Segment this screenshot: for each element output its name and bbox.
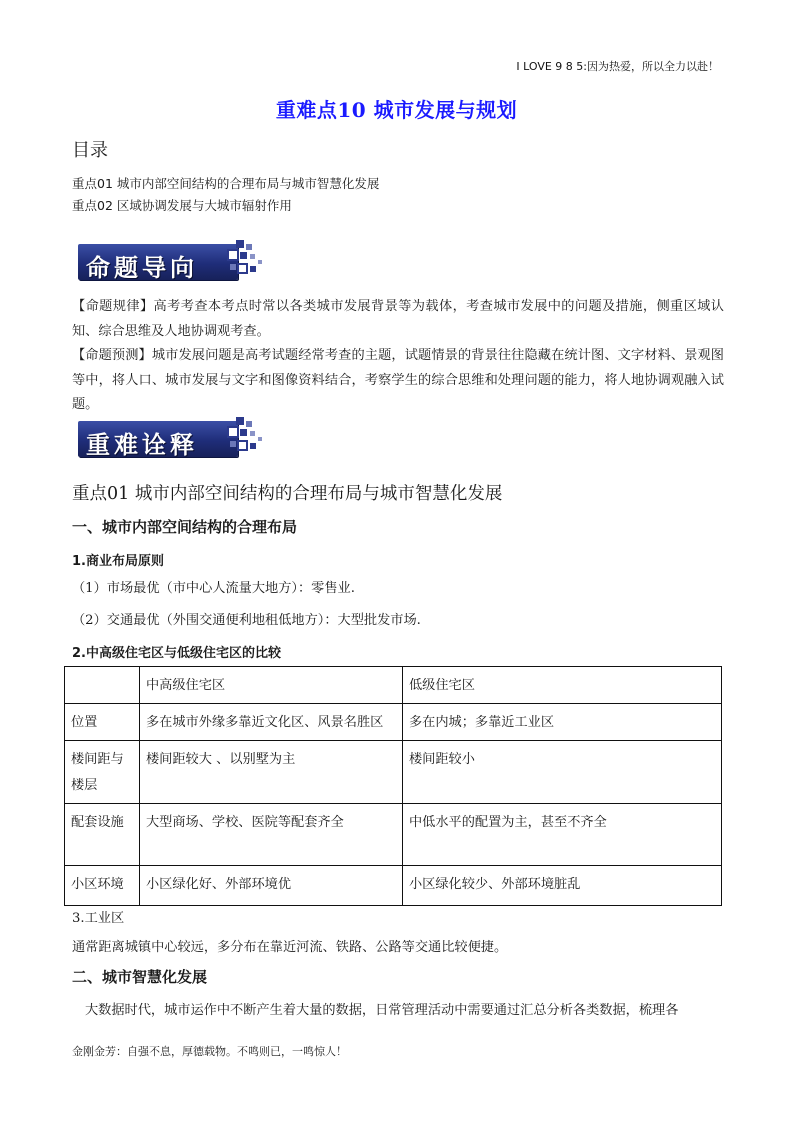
- table-cell: [65, 667, 140, 704]
- residence-comparison-table: [64, 666, 722, 906]
- banner-label: 命题导向: [86, 254, 198, 282]
- table-cell: 大型商场、学校、医院等配套齐全: [140, 804, 403, 866]
- industry-text: 通常距离城镇中心较远，多分布在靠近河流、铁路、公路等交通比较便捷。: [72, 940, 508, 955]
- section-heading: 重点01 城市内部空间结构的合理布局与城市智慧化发展: [72, 484, 503, 504]
- smart-city-text: 大数据时代，城市运作中不断产生着大量的数据，日常管理活动中需要通过汇总分析各类数据，梳理各: [85, 1003, 679, 1018]
- table-header-row: [65, 667, 722, 704]
- table-cell: 楼间距较小: [403, 741, 722, 804]
- table-cell: 楼间距与楼层: [65, 741, 140, 804]
- table-cell: 位置: [65, 704, 140, 741]
- document-title: 重难点10 城市发展与规划: [275, 98, 518, 122]
- commerce-item: （2）交通最优（外围交通便利地租低地方）：大型批发市场.: [72, 613, 421, 628]
- commerce-heading: 1.商业布局原则: [72, 554, 164, 569]
- table-cell: 多在城市外缘多靠近文化区、风景名胜区: [140, 704, 403, 741]
- subsection-heading: 一、城市内部空间结构的合理布局: [72, 518, 298, 536]
- table-row: [65, 866, 722, 906]
- proposition-forecast: 【命题预测】城市发展问题是高考试题经常考查的主题，试题情景的背景往往隐藏在统计图、文字材料、景观图等中，将人口、城市发展与文字和图像资料结合，考察学生的综合思维和处理问题的能力，将人地协调观融入试题。: [72, 348, 724, 412]
- subsection-heading: 二、城市智慧化发展: [72, 968, 208, 986]
- table-cell: 中低水平的配置为主，甚至不齐全: [403, 804, 722, 866]
- residence-heading: 2.中高级住宅区与低级住宅区的比较: [72, 646, 281, 661]
- industry-heading: 3.工业区: [72, 911, 125, 926]
- table-cell: 配套设施: [65, 804, 140, 866]
- table-cell: 小区绿化好、外部环境优: [140, 866, 403, 906]
- banner-proposition-direction: [74, 238, 274, 286]
- banner-key-explanation: [74, 415, 274, 463]
- table-header-cell: 低级住宅区: [403, 667, 722, 704]
- table-cell: 多在内城；多靠近工业区: [403, 704, 722, 741]
- table-cell: 楼间距较大 、以别墅为主: [140, 741, 403, 804]
- table-cell: 小区绿化较少、外部环境脏乱: [403, 866, 722, 906]
- toc-heading: 目录: [72, 140, 108, 161]
- table-row: [65, 741, 722, 804]
- footer-quote: 金刚金芳：自强不息，厚德载物。不鸣则已，一鸣惊人！: [72, 1045, 347, 1058]
- toc-item[interactable]: 重点02 区域协调发展与大城市辐射作用: [72, 198, 292, 213]
- toc-item[interactable]: 重点01 城市内部空间结构的合理布局与城市智慧化发展: [72, 176, 380, 191]
- commerce-item: （1）市场最优（市中心人流量大地方）：零售业.: [72, 581, 355, 596]
- table-cell: 小区环境: [65, 866, 140, 906]
- table-row: [65, 804, 722, 866]
- header-slogan: I LOVE 9 8 5:因为热爱，所以全力以赴！: [516, 60, 719, 73]
- proposition-rule: 【命题规律】高考考查本考点时常以各类城市发展背景等为载体，考查城市发展中的问题及措施，侧重区域认知、综合思维及人地协调观考查。: [72, 299, 724, 339]
- pixel-decoration-icon: [226, 415, 268, 459]
- banner-label: 重难诠释: [86, 431, 198, 459]
- pixel-decoration-icon: [226, 238, 268, 282]
- table-row: [65, 704, 722, 741]
- table-header-cell: 中高级住宅区: [140, 667, 403, 704]
